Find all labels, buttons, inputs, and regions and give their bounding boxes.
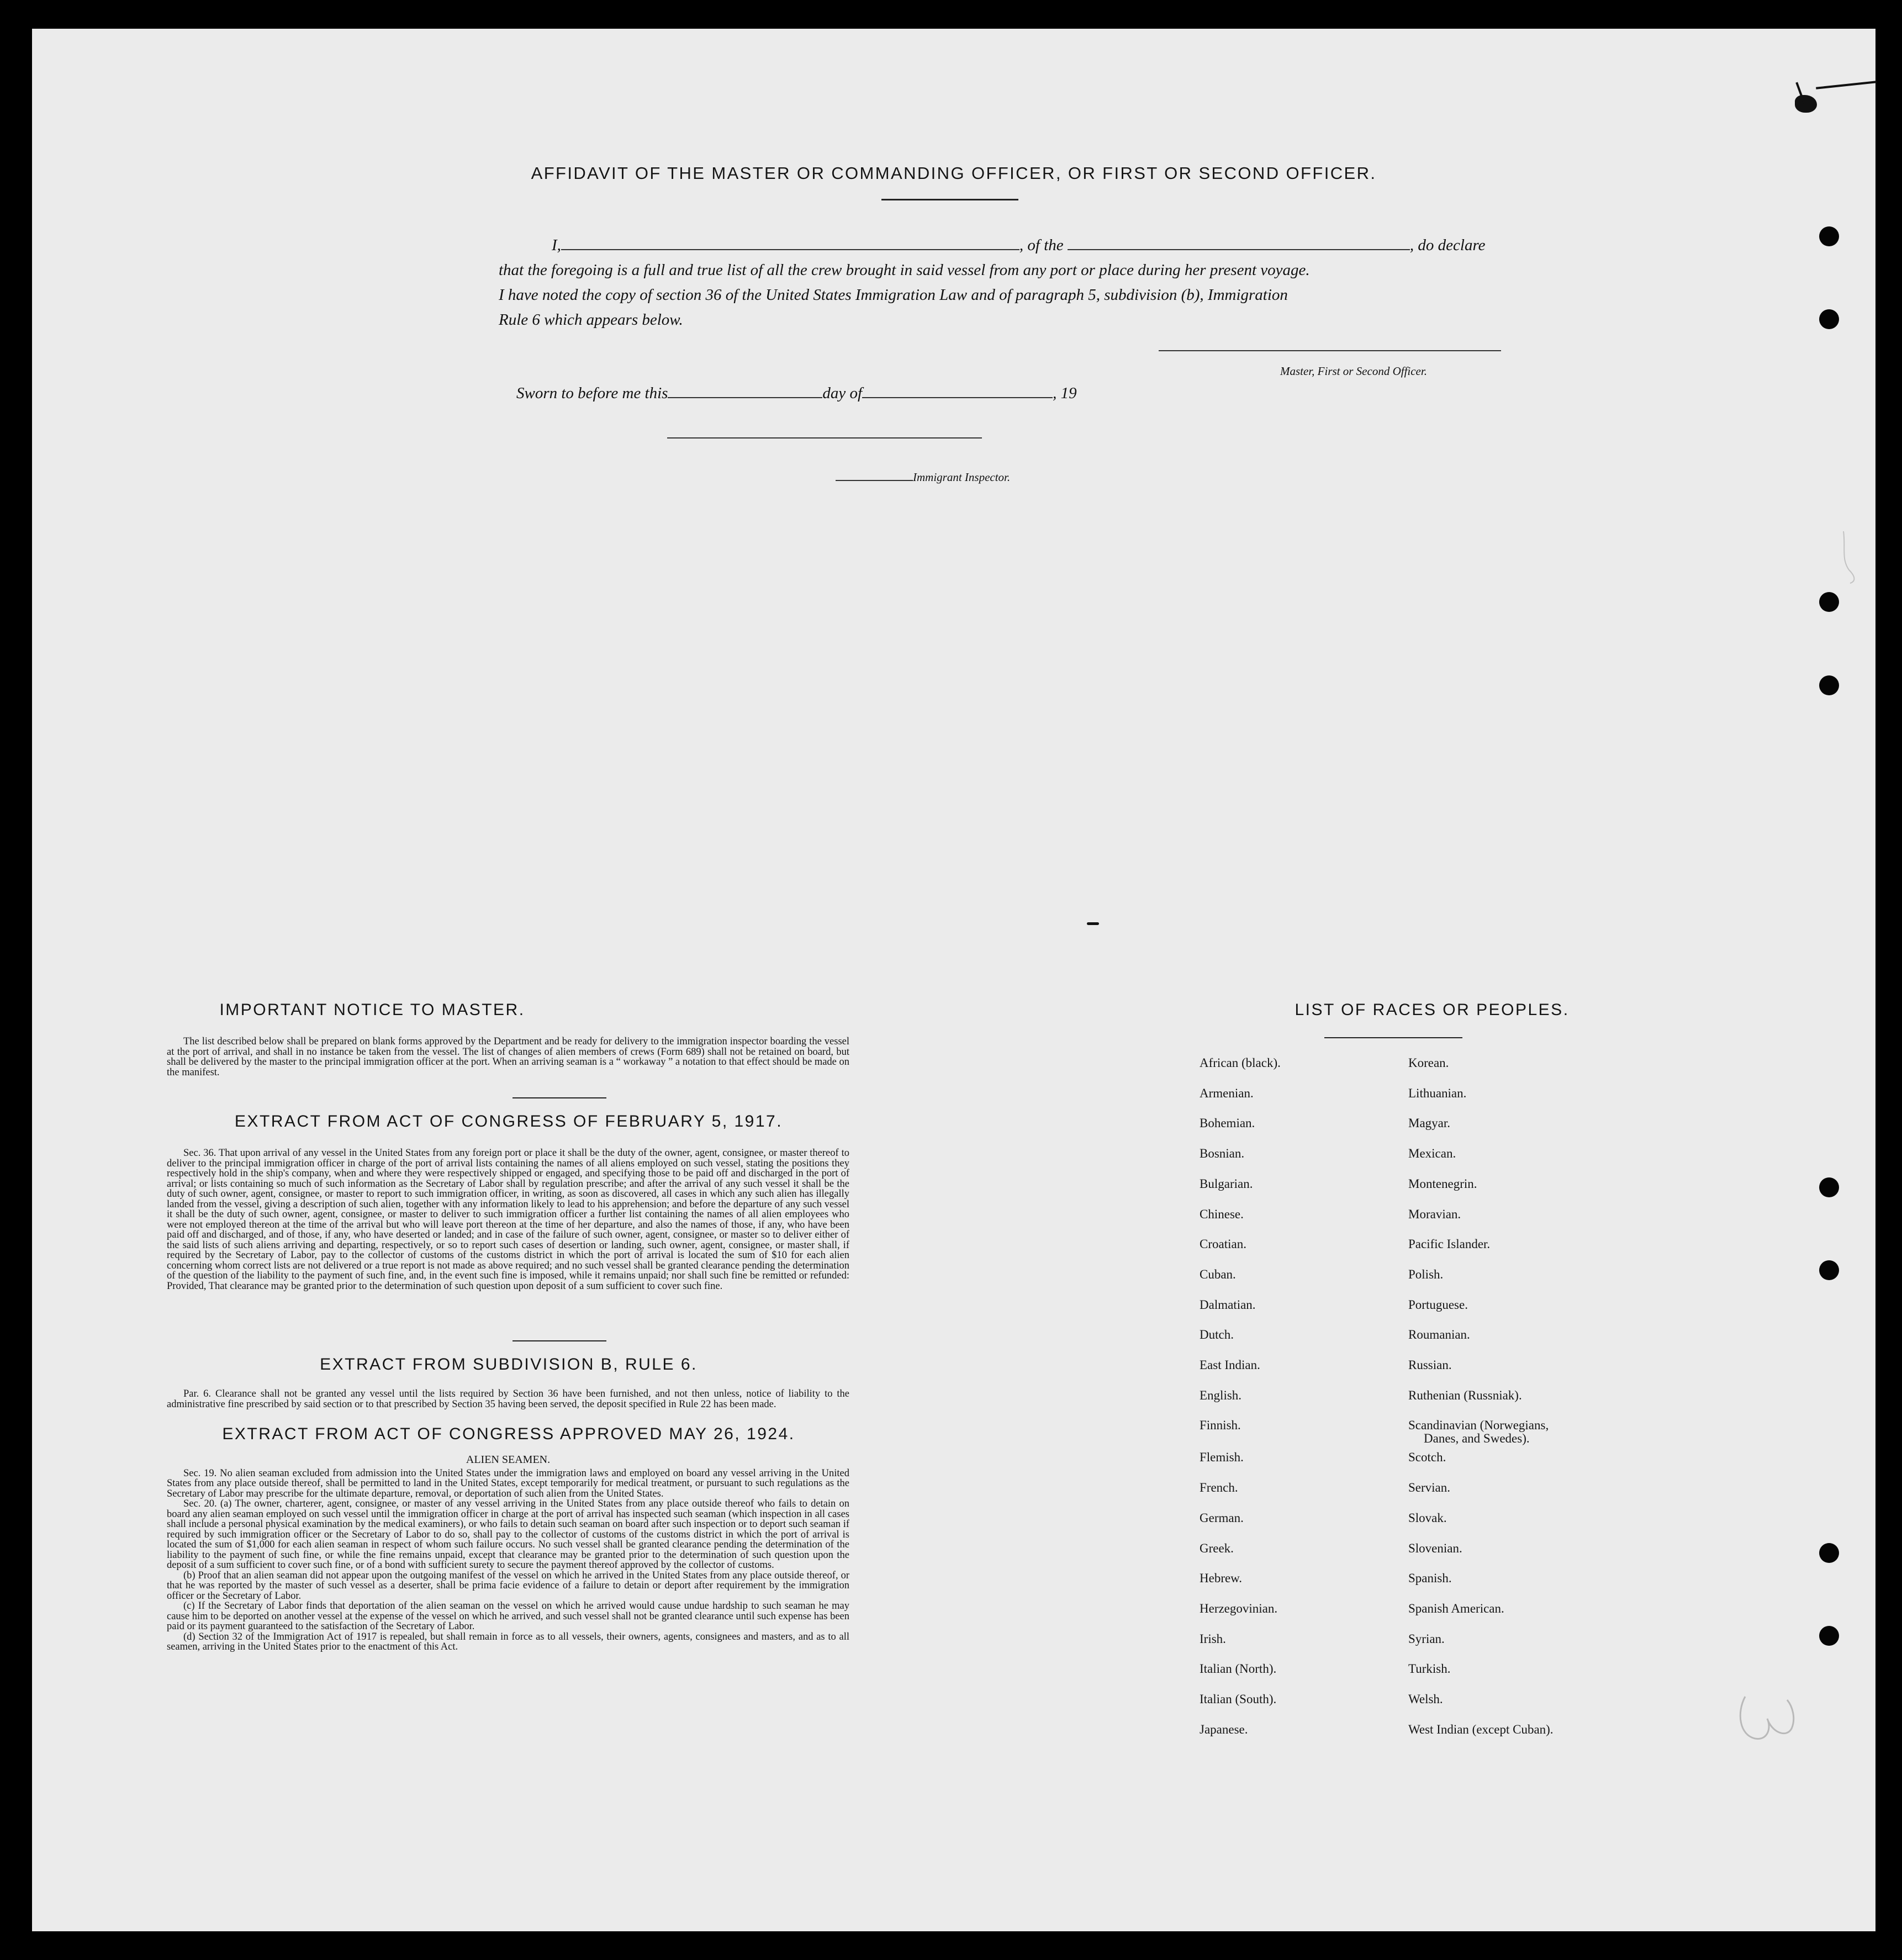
race-item: Irish. <box>1200 1631 1226 1646</box>
inspector-label: Immigrant Inspector. <box>913 471 1011 484</box>
alien-seamen-subtitle: ALIEN SEAMEN. <box>466 1454 551 1466</box>
race-item: Servian. <box>1408 1481 1451 1495</box>
races-list <box>32 29 1875 1931</box>
extract-1917-title: EXTRACT FROM ACT OF CONGRESS OF FEBRUARY 5, 1917. <box>234 1112 783 1130</box>
sworn-day-of: day of <box>822 384 863 402</box>
affidavit-title: AFFIDAVIT OF THE MASTER OR COMMANDING OFFICER, OR FIRST OR SECOND OFFICER. <box>531 163 1377 183</box>
race-item: Korean. <box>1408 1056 1449 1070</box>
race-item: Flemish. <box>1200 1450 1244 1465</box>
race-item: Roumanian. <box>1408 1328 1470 1342</box>
race-item: Pacific Islander. <box>1408 1237 1491 1251</box>
race-item-continuation: Danes, and Swedes). <box>1424 1431 1530 1446</box>
officer-signature-label: Master, First or Second Officer. <box>1280 364 1427 378</box>
race-item: Chinese. <box>1200 1207 1244 1221</box>
race-item: Bulgarian. <box>1200 1176 1253 1191</box>
race-item: Bosnian. <box>1200 1147 1245 1161</box>
sworn-prefix: Sworn to before me this <box>516 384 668 402</box>
races-title: LIST OF RACES OR PEOPLES. <box>1295 1001 1570 1019</box>
race-item: Dalmatian. <box>1200 1297 1256 1312</box>
race-item: West Indian (except Cuban). <box>1408 1722 1554 1736</box>
race-item: Cuban. <box>1200 1267 1236 1281</box>
race-item: Portuguese. <box>1408 1297 1468 1312</box>
race-item: Montenegrin. <box>1408 1176 1477 1191</box>
race-item: Finnish. <box>1200 1418 1241 1433</box>
race-item: Armenian. <box>1200 1086 1254 1100</box>
section-36-paragraph: Sec. 36. That upon arrival of any vessel in the United States from any foreign port or place it shall be the duty of the owner, agent, consignee, or master thereof to deliver to the principal immigration officer in charge of the port of arrival lists containing the names of all aliens employed on such vessel, stating the positions they respectively hold in the ship's company, when and where they were respectively shipped or engaged, and specifying those to be paid off and discharged in the port of arrival; or lists containing so much of such information as the Secretary of Labor shall by regulation prescribe; and after the arrival of any such vessel it shall be the duty of such owner, agent, consignee, or master to report to such immigration officer, in writing, as soon as discovered, all cases in which any such alien has illegally landed from the vessel, giving a description of such alien, together with any information likely to lead to his apprehension; and before the departure of any such vessel it shall be the duty of such owner, agent, consignee, or master to deliver to such immigration officer a further list containing the names of all alien employees who were not employed thereon at the time of the arrival but who will leave port thereon at the time of her departure, and also the names of those, if any, who have been paid off and discharged, and of those, if any, who have deserted or landed; and in case of the failure of such owner, agent, consignee, or master so to deliver either of the said lists of such aliens arriving and departing, respectively, or so to report such cases of desertion or landing, such owner, agent, consignee, or master shall, if required by the Secretary of Labor, pay to the collector of customs of the customs district in which the port of arrival is located the sum of $10 for each alien concerning whom correct lists are not delivered or a true report is not made as above required; and no such vessel shall be granted clearance pending the determination of the question of the liability to the payment of such fine, and, in the event such fine is imposed, while it remains unpaid; nor shall such fine be remitted or refunded: Provided, That clearance may be granted prior to the determination of such question upon deposit of a sum sufficient to cover such fine. <box>167 1148 849 1292</box>
race-item: Hebrew. <box>1200 1571 1243 1586</box>
race-item: Ruthenian (Russniak). <box>1408 1388 1522 1402</box>
race-item: Spanish American. <box>1408 1601 1504 1615</box>
race-item: Syrian. <box>1408 1631 1445 1646</box>
extract-1924-title: EXTRACT FROM ACT OF CONGRESS APPROVED MAY 26, 1924. <box>222 1425 795 1443</box>
race-item: Scandinavian (Norwegians, <box>1408 1418 1549 1433</box>
race-item: Herzegovinian. <box>1200 1601 1278 1615</box>
race-item: English. <box>1200 1388 1242 1402</box>
race-item: Slovak. <box>1408 1510 1447 1525</box>
race-item: Scotch. <box>1408 1450 1446 1465</box>
sec-20d-paragraph: (d) Section 32 of the Immigration Act of 1917 is repealed, but shall remain in force as to all vessels, their owners, agents, consignees and masters, and as to all seamen, arriving in the United States prior to the enactment of this Act. <box>167 1631 849 1652</box>
race-item: Turkish. <box>1408 1662 1451 1676</box>
race-item: Lithuanian. <box>1408 1086 1467 1100</box>
race-item: Moravian. <box>1408 1207 1461 1221</box>
sec-19-paragraph: Sec. 19. No alien seaman excluded from admission into the United States under the immigration laws and employed on board any vessel arriving in the United States from any place outside thereof, shall be permitted to land in the United States, except temporarily for medical treatment, or pursuant to such regulations as the Secretary of Labor may prescribe for the ultimate departure, removal, or deportation of such alien from the United States. <box>167 1467 849 1499</box>
race-item: Italian (South). <box>1200 1692 1277 1706</box>
declaration-line-4: Rule 6 which appears below. <box>499 311 683 329</box>
race-item: German. <box>1200 1510 1244 1525</box>
race-item: Croatian. <box>1200 1237 1246 1251</box>
notice-paragraph: The list described below shall be prepared on blank forms approved by the Department and be ready for delivery to the immigration inspector boarding the vessel at the port of arrival, and shall in no instance be taken from the vessel. The list of changes of alien members of crews (Form 689) shall not be retained on board, but shall be delivered by the master to the principal immigration officer at the port. When an arriving seaman is a “ workaway ” a notation to that effect should be made on the manifest. <box>167 1036 850 1078</box>
race-item: East Indian. <box>1200 1358 1260 1372</box>
race-item: Italian (North). <box>1200 1662 1277 1676</box>
race-item: Mexican. <box>1408 1147 1456 1161</box>
race-item: Welsh. <box>1408 1692 1443 1706</box>
declarant-prefix: I, <box>552 236 561 254</box>
race-item: Spanish. <box>1408 1571 1452 1586</box>
race-item: Slovenian. <box>1408 1541 1462 1555</box>
race-item: African (black). <box>1200 1056 1281 1070</box>
race-item: Russian. <box>1408 1358 1452 1372</box>
race-item: French. <box>1200 1481 1238 1495</box>
sworn-year: , 19 <box>1053 384 1077 402</box>
rule6-paragraph: Par. 6. Clearance shall not be granted any vessel until the lists required by Section 36 have been furnished, and not then unless, notice of liability to the administrative fine prescribed by said section or to that prescribed by Section 35 having been served, the deposit specified in Rule 22 has been made. <box>167 1388 849 1410</box>
of-the-text: , of the <box>1019 236 1064 254</box>
race-item: Dutch. <box>1200 1328 1234 1342</box>
race-item: Magyar. <box>1408 1116 1451 1130</box>
do-declare-text: , do declare <box>1409 236 1486 254</box>
notice-title: IMPORTANT NOTICE TO MASTER. <box>219 1001 525 1019</box>
race-item: Japanese. <box>1200 1722 1248 1736</box>
sec-20a-paragraph: Sec. 20. (a) The owner, charterer, agent, consignee, or master of any vessel arriving in the United States from any place outside thereof who fails to detain on board any alien seaman employed on such vessel until the immigration officer in charge at the port of arrival has inspected such seaman (which inspection in all cases shall include a personal physical examination by the medical examiners), or who fails to detain such seaman on board after such inspection or to deport such seaman if required by such immigration officer or the Secretary of Labor to do so, shall pay to the collector of customs of the customs district in which the port of arrival is located the sum of $1,000 for each alien seaman in respect of whom such failure occurs. No such vessel shall be granted clearance pending the determination of the liability to the payment of such fine, or while the fine remains unpaid, except that clearance may be granted prior to the determination of such question upon the deposit of a sum sufficient to cover such fine, or of a bond with sufficient surety to secure the payment thereof approved by the collector of customs. <box>167 1498 849 1571</box>
sec-20c-paragraph: (c) If the Secretary of Labor finds that deportation of the alien seaman on the vessel on which he arrived would cause undue hardship to such seaman he may cause him to be deported on another vessel at the expense of the vessel on which he arrived, and such vessel shall not be granted clearance until such expense has been paid or its payment guaranteed to the satisfaction of the Secretary of Labor. <box>167 1600 849 1632</box>
declaration-line-2: that the foregoing is a full and true list of all the crew brought in said vessel from any port or place during her present voyage. <box>499 261 1310 279</box>
race-item: Polish. <box>1408 1267 1444 1281</box>
form-page <box>32 29 1875 1931</box>
race-item: Bohemian. <box>1200 1116 1255 1130</box>
sec-20b-paragraph: (b) Proof that an alien seaman did not appear upon the outgoing manifest of the vessel on which he arrived in the United States from any place outside thereof, or that he was reported by the master of such vessel as a deserter, shall be prima facie evidence of a failure to detain or deport after requirement by the immigration officer or the Secretary of Labor. <box>167 1570 849 1602</box>
race-item: Greek. <box>1200 1541 1234 1555</box>
extract-rule6-title: EXTRACT FROM SUBDIVISION B, RULE 6. <box>320 1355 698 1373</box>
declaration-line-3: I have noted the copy of section 36 of the United States Immigration Law and of paragraph 5, subdivision (b), Immigration <box>499 286 1288 304</box>
